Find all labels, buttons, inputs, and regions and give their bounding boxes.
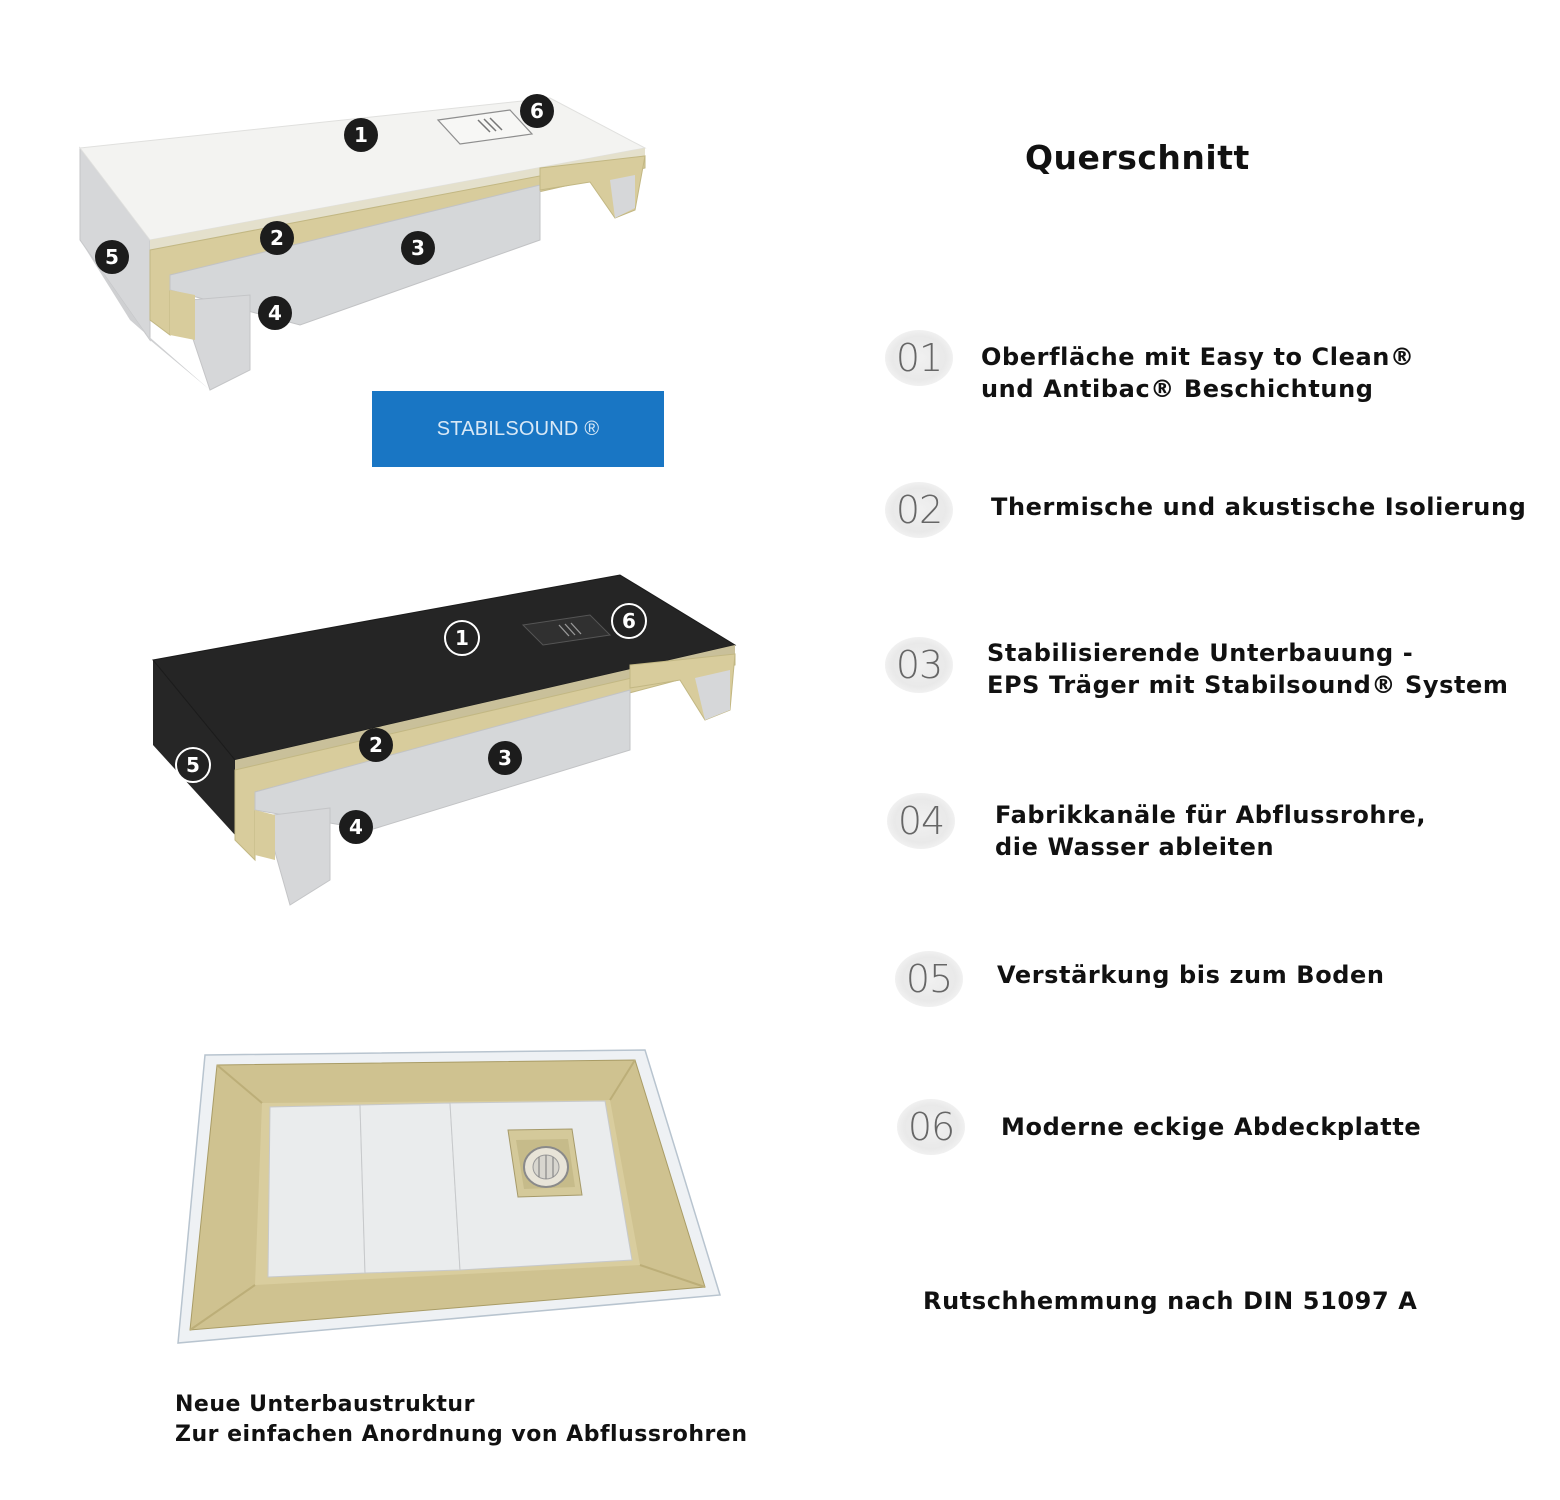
svg-text:2: 2 [369,733,383,757]
marker-1 [344,118,378,152]
feature-line: und Antibac® Beschichtung [981,375,1374,403]
feature-line: EPS Träger mit Stabilsound® System [987,671,1509,699]
feature-number: 03 [885,637,953,693]
marker-5 [95,240,129,274]
feature-line: Stabilisierende Unterbauung - [987,639,1414,667]
feature-line: die Wasser ableiten [995,833,1275,861]
feature-number: 05 [895,951,963,1007]
svg-text:4: 4 [268,301,282,325]
feature-text [997,959,1385,991]
feature-line: Moderne eckige Abdeckplatte [1001,1113,1422,1141]
feature-number: 04 [887,793,955,849]
slip-resistance-note: Rutschhemmung nach DIN 51097 A [923,1287,1418,1315]
stabilsound-logo [372,391,664,467]
feature-number: 06 [897,1099,965,1155]
marker-3 [401,231,435,265]
marker-5 [176,748,210,782]
svg-text:5: 5 [186,753,200,777]
marker-1 [445,621,479,655]
substructure-caption [175,1390,747,1450]
caption-line-2: Zur einfachen Anordnung von Abflussrohren [175,1422,748,1447]
substructure-diagram [170,1045,730,1350]
marker-6 [520,94,554,128]
marker-4 [339,810,373,844]
feature-text [991,491,1526,523]
marker-4 [258,296,292,330]
svg-text:1: 1 [354,123,368,147]
feature-number: 01 [885,330,953,386]
marker-3 [488,741,522,775]
svg-text:2: 2 [270,226,284,250]
svg-text:4: 4 [349,815,363,839]
page-title: Querschnitt [1025,138,1250,177]
feature-line: Fabrikkanäle für Abflussrohre, [995,801,1427,829]
white-tray-diagram [70,90,660,400]
feature-line: Verstärkung bis zum Boden [997,961,1385,989]
marker-2 [359,728,393,762]
svg-text:6: 6 [622,609,636,633]
black-tray-diagram [145,570,745,915]
marker-2 [260,221,294,255]
svg-text:5: 5 [105,245,119,269]
marker-6 [612,604,646,638]
feature-text [981,341,1415,405]
brand-label: STABILSOUND ® [436,417,600,440]
feature-line: Oberfläche mit Easy to Clean® [981,343,1415,371]
feature-number: 02 [885,482,953,538]
feature-line: Thermische und akustische Isolierung [991,493,1527,521]
feature-text [987,637,1509,701]
caption-line-1: Neue Unterbaustruktur [175,1392,475,1417]
svg-text:1: 1 [455,626,469,650]
feature-text [1001,1111,1421,1143]
feature-text [995,799,1426,863]
svg-text:3: 3 [498,746,512,770]
svg-text:6: 6 [530,99,544,123]
svg-text:3: 3 [411,236,425,260]
